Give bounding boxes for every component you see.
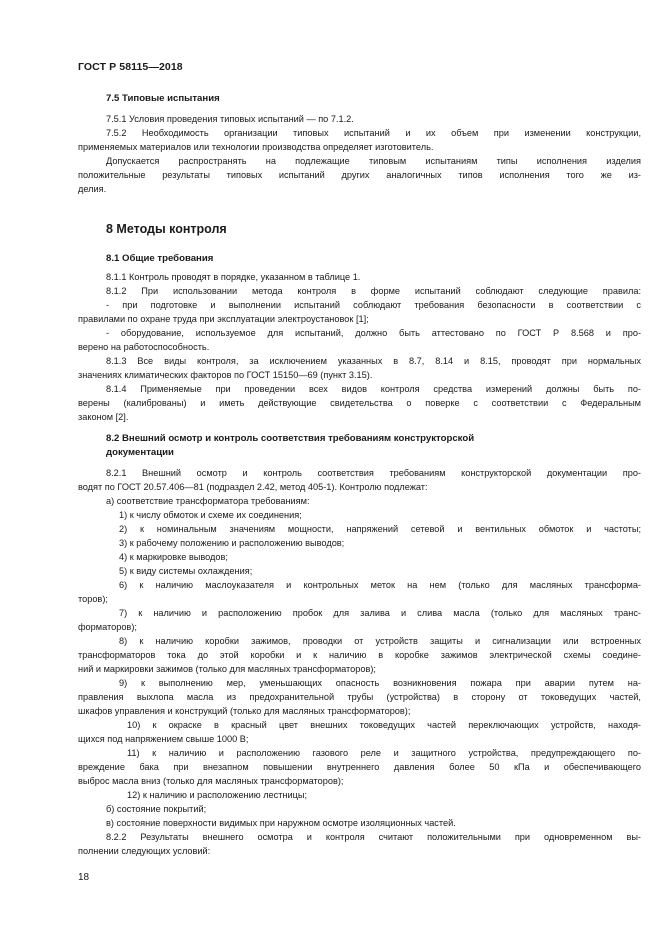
- list-item-line: 11) к наличию и расположению газового реле и защитного устройства, предупреждающего по-: [127, 748, 641, 758]
- paragraph-line: 7.5.2 Необходимость организации типовых испытаний и их объем при изменении конструкции,: [106, 128, 641, 138]
- paragraph-line: значениях климатических факторов по ГОСТ 15150—69 (пункт 3.15).: [78, 370, 373, 380]
- paragraph-line: 8.2.2 Результаты внешнего осмотра и контроля считают положительными при одновременном вы-: [106, 832, 641, 842]
- list-item-line: трансформаторов тока до этой коробки и к наличию в коробке зажимов электрической схемы соедине-: [78, 650, 641, 660]
- list-item-line: верено на работоспособность.: [78, 342, 210, 352]
- standard-header: ГОСТ Р 58115—2018: [78, 61, 183, 73]
- list-item-line: 3) к рабочему положению и расположению выводов;: [119, 538, 345, 548]
- list-item-line: 8) к наличию коробки зажимов, проводки от устройств защиты и сигнализации или встроенных: [119, 636, 641, 646]
- paragraph-line: законом [2].: [78, 412, 129, 422]
- paragraph-line: полнении следующих условий:: [78, 846, 211, 856]
- list-item-line: щихся под напряжением свыше 1000 В;: [78, 734, 249, 744]
- section-7-5-title: 7.5 Типовые испытания: [106, 93, 220, 104]
- paragraph-line: 7.5.1 Условия проведения типовых испытаний — по 7.1.2.: [106, 114, 354, 124]
- list-item-line: 5) к виду системы охлаждения;: [119, 566, 253, 576]
- list-item-line: - при подготовке и выполнении испытаний соблюдают требования безопасности в соответствии с: [106, 300, 641, 310]
- paragraph-line: 8.1.3 Все виды контроля, за исключением указанных в 8.7, 8.14 и 8.15, проводят при нормальных: [106, 356, 641, 366]
- paragraph-line: делия.: [78, 184, 107, 194]
- paragraph-line: верены (калиброваны) и иметь действующие свидетельства о поверке с соответствии с Федеральным: [78, 398, 641, 408]
- paragraph-line: водят по ГОСТ 20.57.406—81 (подраздел 2.42, метод 405-1). Контролю подлежат:: [78, 482, 428, 492]
- paragraph-line: 8.1.2 При использовании метода контроля в форме испытаний соблюдают следующие правила:: [106, 286, 641, 296]
- list-item-line: выброс масла вниз (только для масляных трансформаторов);: [78, 776, 344, 786]
- list-item-line: 1) к числу обмоток и схеме их соединения;: [119, 510, 302, 520]
- list-item-line: шкафов управления и конструкций (только для масляных трансформаторов);: [78, 706, 411, 716]
- list-item-line: 10) к окраске в красный цвет внешних токоведущих частей переключающих устройств, находя-: [127, 720, 641, 730]
- list-item-line: ний и маркировки зажимов (только для масляных трансформаторов);: [78, 664, 376, 674]
- section-8-1-title: 8.1 Общие требования: [106, 253, 214, 264]
- list-item-line: - оборудование, используемое для испытаний, должно быть аттестовано по ГОСТ Р 8.568 и про-: [106, 328, 641, 338]
- page-number: 18: [78, 872, 90, 883]
- list-item-line: 6) к наличию маслоуказателя и контрольных меток на нем (только для масляных трансформа-: [119, 580, 641, 590]
- list-item-line: б) состояние покрытий;: [106, 804, 207, 814]
- paragraph-line: положительные результаты типовых испытаний других аналогичных типов исполнения того же из-: [78, 170, 641, 180]
- section-8-2-title-cont: документации: [106, 447, 174, 458]
- paragraph-line: 8.2.1 Внешний осмотр и контроль соответствия требованиям конструкторской документации про-: [106, 468, 641, 478]
- section-8-2-title: 8.2 Внешний осмотр и контроль соответствия требованиям конструкторской: [106, 433, 475, 444]
- list-item-line: 2) к номинальным значениям мощности, напряжений сетевой и вентильных обмоток и частоты;: [119, 524, 641, 534]
- list-item-line: форматоров);: [78, 622, 137, 632]
- list-item-line: вреждение бака при внезапном повышении внутреннего давления более 50 кПа и обеспечивающего: [78, 762, 641, 772]
- list-item-line: торов);: [78, 594, 108, 604]
- paragraph-line: применяемых материалов или технологии производства определяет изготовитель.: [78, 142, 434, 152]
- list-item-line: а) соответствие трансформатора требованиям:: [106, 496, 310, 506]
- paragraph-line: 8.1.1 Контроль проводят в порядке, указанном в таблице 1.: [106, 272, 361, 282]
- list-item-line: 4) к маркировке выводов;: [119, 552, 228, 562]
- list-item-line: 12) к наличию и расположению лестницы;: [127, 790, 308, 800]
- paragraph-line: Допускается распространять на подлежащие типовым испытаниям типы исполнения изделия: [106, 156, 641, 166]
- list-item-line: 9) к выполнению мер, уменьшающих опасность возникновения пожара при аварии путем на-: [119, 678, 641, 688]
- paragraph-line: 8.1.4 Применяемые при проведении всех видов контроля средства измерений должны быть по-: [106, 384, 641, 394]
- section-8-title: 8 Методы контроля: [106, 222, 227, 236]
- list-item-line: 7) к наличию и расположению пробок для залива и слива масла (только для масляных транс-: [119, 608, 641, 618]
- list-item-line: правилами по охране труда при эксплуатации электроустановок [1];: [78, 314, 369, 324]
- list-item-line: в) состояние поверхности видимых при наружном осмотре изоляционных частей.: [106, 818, 456, 828]
- list-item-line: правления выхлопа масла из предохранительной трубы (устройства) в сторону от токоведущих частей,: [78, 692, 641, 702]
